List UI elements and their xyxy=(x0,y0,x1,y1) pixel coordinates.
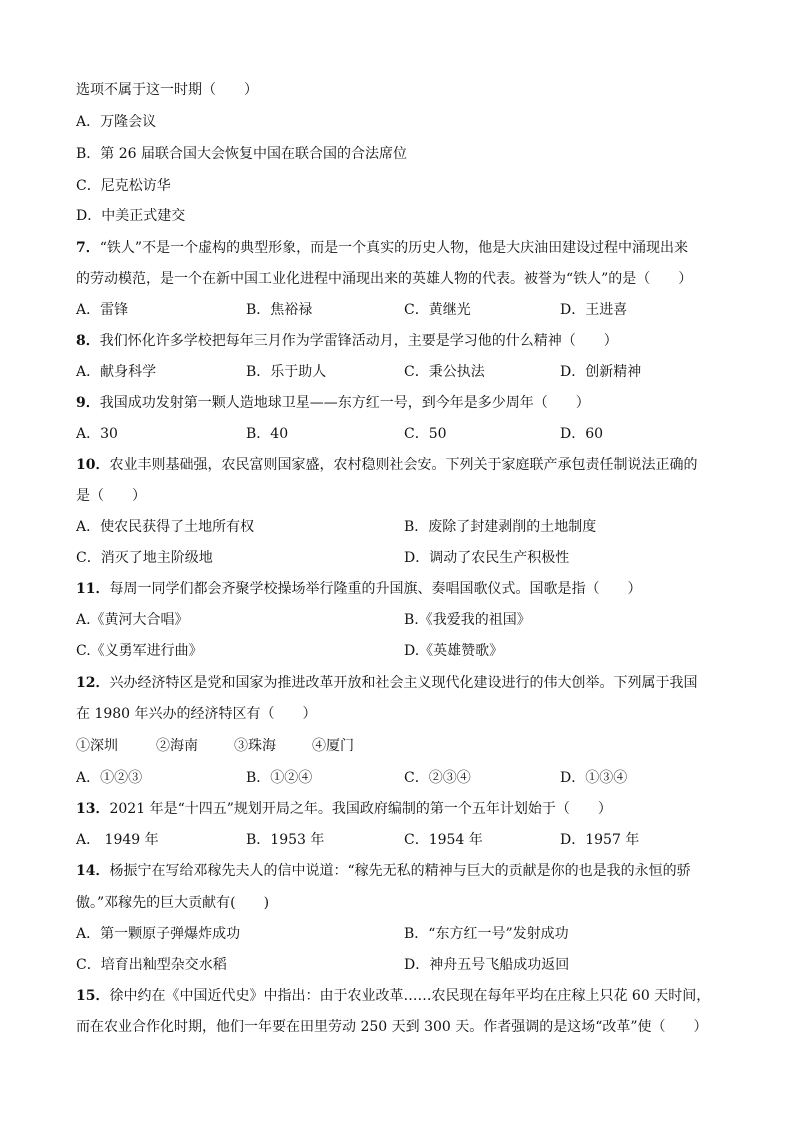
options-row xyxy=(76,300,736,320)
option-a: A．第一颗原子弹爆炸成功 xyxy=(76,926,241,942)
option-d: D.《英雄赞歌》 xyxy=(404,643,504,659)
options-row xyxy=(76,548,736,568)
option-c: C．黄继光 xyxy=(404,302,471,318)
question-stem: 农业丰则基础强，农民富则国家盛，农村稳则社会安。下列关于家庭联产承包责任制说法正确的 xyxy=(109,457,698,473)
options-row xyxy=(76,768,736,788)
question-number: 13． xyxy=(76,801,110,817)
question-number: 12． xyxy=(76,675,110,691)
option-c: C．培育出籼型杂交水稻 xyxy=(76,957,227,973)
options-row xyxy=(76,610,736,630)
options-row xyxy=(76,641,736,661)
option-d: D．调动了农民生产积极性 xyxy=(404,550,570,566)
item-1: ①深圳 xyxy=(76,738,118,754)
items-row xyxy=(76,736,736,756)
question-7 xyxy=(76,238,736,258)
option-d: D．1957 年 xyxy=(560,832,640,848)
question-9 xyxy=(76,393,736,413)
question-stem: 我们怀化许多学校把每年三月作为学雷锋活动月，主要是学习他的什么精神（ ） xyxy=(99,333,618,349)
question-number: 8． xyxy=(76,333,100,349)
question-13 xyxy=(76,799,736,819)
option-d: D．中美正式建交 xyxy=(76,208,186,224)
question-number: 9． xyxy=(76,395,100,411)
option-a: A．30 xyxy=(76,426,118,442)
option-b: B．废除了封建剥削的土地制度 xyxy=(404,519,597,535)
question-stem: 杨振宁在写给邓稼先夫人的信中说道：“稼先无私的精神与巨大的贡献是你的也是我的永恒的骄 xyxy=(109,863,691,879)
option-c: C．1954 年 xyxy=(404,832,483,848)
option-d: D．创新精神 xyxy=(560,364,642,380)
options-row xyxy=(76,955,736,975)
item-3: ③珠海 xyxy=(234,738,276,754)
question-stem: 兴办经济特区是党和国家为推进改革开放和社会主义现代化建设进行的伟大创举。下列属于我国 xyxy=(109,675,698,691)
question-10 xyxy=(76,455,736,475)
question-8 xyxy=(76,331,736,351)
question-stem: 每周一同学们都会齐聚学校操场举行隆重的升国旗、奏唱国歌仪式。国歌是指（ ） xyxy=(109,581,642,597)
options-row xyxy=(76,362,736,382)
question-stem: 徐中约在《中国近代史》中指出：由于农业改革……农民现在每年平均在庄稼上只花 60 天时间， xyxy=(109,988,711,1004)
question-11 xyxy=(76,579,736,599)
question-15 xyxy=(76,986,736,1006)
option-c: C．秉公执法 xyxy=(404,364,485,380)
option-c: C．50 xyxy=(404,426,447,442)
option-d: D．60 xyxy=(560,426,604,442)
option-b: B．乐于助人 xyxy=(246,364,327,380)
question-number: 14． xyxy=(76,863,110,879)
option-d: D．①③④ xyxy=(560,770,628,786)
option-c: C.《义勇军进行曲》 xyxy=(76,643,203,659)
option-b: B．①②④ xyxy=(246,770,313,786)
options-row xyxy=(76,924,736,944)
question-stem-cont: 在 1980 年兴办的经济特区有（ ） xyxy=(76,706,317,722)
question-number: 11． xyxy=(76,581,110,597)
option-b: B．1953 年 xyxy=(246,832,325,848)
option-a: A．雷锋 xyxy=(76,302,129,318)
question-12 xyxy=(76,673,736,693)
option-c: C．尼克松访华 xyxy=(76,178,171,194)
option-b: B．40 xyxy=(246,426,289,442)
option-c: C．②③④ xyxy=(404,770,471,786)
question-stem: 我国成功发射第一颗人造地球卫星——东方红一号，到今年是多少周年（ ） xyxy=(99,395,590,411)
option-a: A．献身科学 xyxy=(76,364,157,380)
question-stem-cont: 傲。”邓稼先的巨大贡献有( ) xyxy=(76,895,270,911)
question-stem: 选项不属于这一时期（ ） xyxy=(76,82,258,98)
question-stem-cont: 是（ ） xyxy=(76,488,146,504)
item-2: ②海南 xyxy=(156,738,198,754)
option-d: D．王进喜 xyxy=(560,302,628,318)
option-b: B．“东方红一号”发射成功 xyxy=(404,926,569,942)
option-a: A．万隆会议 xyxy=(76,114,157,130)
options-row xyxy=(76,517,736,537)
option-b: B．第 26 届联合国大会恢复中国在联合国的合法席位 xyxy=(76,146,408,162)
option-a: A． 1949 年 xyxy=(76,832,159,848)
option-a: A．①②③ xyxy=(76,770,143,786)
question-14 xyxy=(76,861,736,881)
option-a: A.《黄河大合唱》 xyxy=(76,612,189,628)
question-number: 15． xyxy=(76,988,110,1004)
question-stem: 2021 年是“十四五”规划开局之年。我国政府编制的第一个五年计划始于（ ） xyxy=(109,801,612,817)
options-row xyxy=(76,424,736,444)
question-stem-cont: 而在农业合作化时期，他们一年要在田里劳动 250 天到 300 天。作者强调的是这场“改革”使（ ） xyxy=(76,1019,708,1035)
question-number: 10． xyxy=(76,457,110,473)
question-number: 7． xyxy=(76,240,100,256)
option-c: C．消灭了地主阶级地 xyxy=(76,550,213,566)
question-stem-cont: 的劳动模范，是一个在新中国工业化进程中涌现出来的英雄人物的代表。被誉为“铁人”的是（ ） xyxy=(76,271,693,287)
options-row xyxy=(76,830,736,850)
option-b: B.《我爱我的祖国》 xyxy=(404,612,531,628)
option-d: D．神舟五号飞船成功返回 xyxy=(404,957,570,973)
question-stem: “铁人”不是一个虚构的典型形象，而是一个真实的历史人物，他是大庆油田建设过程中涌现出来 xyxy=(99,240,689,256)
option-b: B．焦裕禄 xyxy=(246,302,313,318)
item-4: ④厦门 xyxy=(312,738,354,754)
option-a: A．使农民获得了土地所有权 xyxy=(76,519,255,535)
